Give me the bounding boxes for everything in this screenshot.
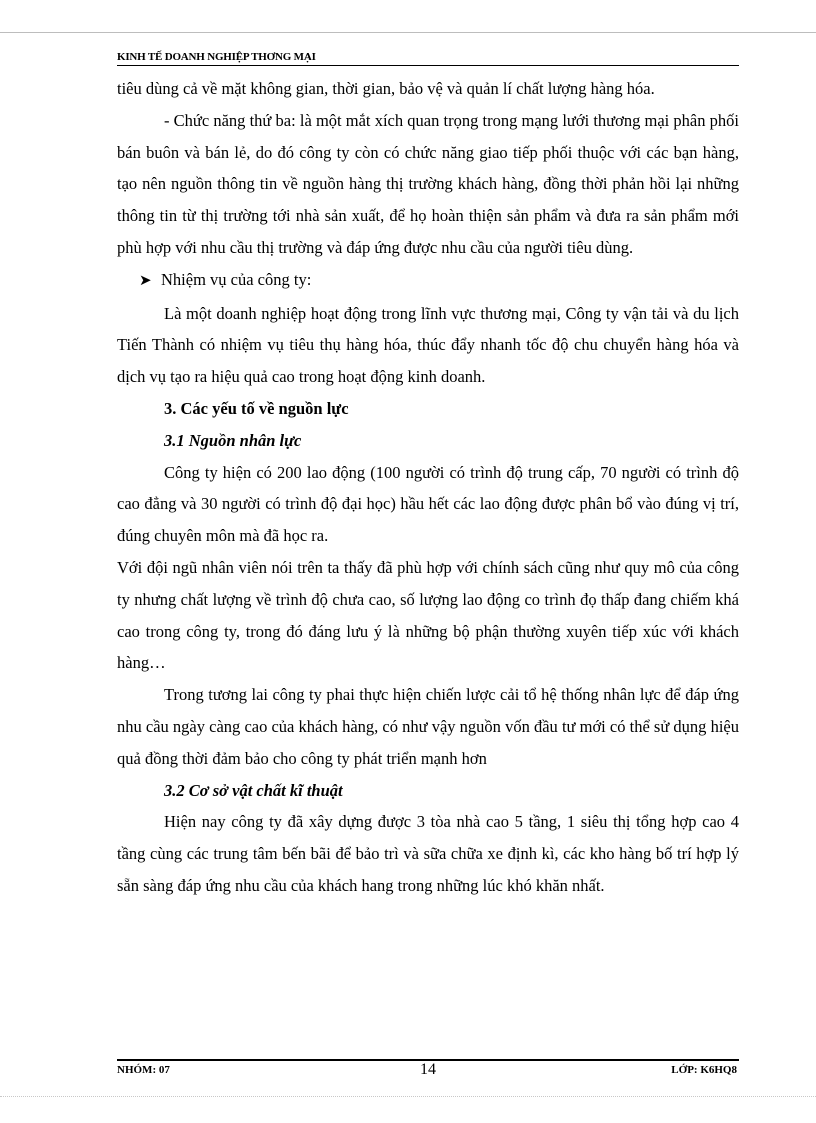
page-top-rule — [0, 32, 816, 33]
paragraph: tiêu dùng cả về mặt không gian, thời gian, bảo vệ và quản lí chất lượng hàng hóa. — [117, 79, 655, 98]
bullet-item — [117, 264, 739, 298]
page-bottom-rule — [0, 1096, 816, 1097]
document-body — [117, 73, 739, 902]
subsection-heading: 3.1 Nguồn nhân lực — [164, 430, 302, 450]
subsection-heading: 3.2 Cơ sở vật chất kĩ thuật — [164, 780, 343, 800]
paragraph: Hiện nay công ty đã xây dựng được 3 tòa nhà cao 5 tầng, 1 siêu thị tổng hợp cao 4 tầng cùng các trung tâm bến bãi để bảo trì và sữa chữa xe định kì, các kho hàng bố trí hợp lý sẵn sàng đáp ứng nhu cầu của khách hang trong những lúc khó khăn nhất. — [117, 812, 739, 895]
section-heading: 3. Các yếu tố về nguồn lực — [164, 398, 349, 418]
paragraph: Là một doanh nghiệp hoạt động trong lĩnh vực thương mại, Công ty vận tải và du lịch Tiến Thành có nhiệm vụ tiêu thụ hàng hóa, thúc đẩy nhanh tốc độ chu chuyển hàng hóa và dịch vụ tạo ra hiệu quả cao trong hoạt động kinh doanh. — [117, 303, 739, 387]
paragraph: Công ty hiện có 200 lao động (100 người có trình độ trung cấp, 70 người có trình độ cao đẳng và 30 người có trình độ đại học) hầu hết các lao động được phân bổ vào đúng vị trí, đúng chuyên môn mà đã học ra. — [117, 462, 739, 546]
footer-group: NHÓM: 07 — [117, 1064, 170, 1076]
paragraph: Với đội ngũ nhân viên nói trên ta thấy đã phù hợp với chính sách cũng như quy mô của công ty nhưng chất lượng về trình độ chưa cao, số lượng lao động co trình đọ thấp đang chiếm khá cao trong công ty, trong đó đáng lưu ý là những bộ phận thường xuyên tiếp xúc với khách hàng… — [117, 557, 739, 673]
page-number: 14 — [420, 1061, 436, 1078]
paragraph: - Chức năng thứ ba: là một mắt xích quan trọng trong mạng lưới thương mại phân phối bán buôn và bán lẻ, do đó công ty còn có chức năng giao tiếp phối thuộc với các bạn hàng, tạo nên nguồn thông tin về nguồn hàng thị trường khách hàng, đồng thời phản hồi lại những thông tin từ thị trường tới nhà sản xuất, để họ hoàn thiện sản phẩm và đưa ra sản phẩm mới phù hợp với nhu cầu thị trường và đáp ứng được nhu cầu của người tiêu dùng. — [117, 110, 739, 257]
bullet-text: Nhiệm vụ của công ty: — [161, 269, 312, 289]
running-header: KINH TẾ DOANH NGHIỆP THƠNG MẠI — [117, 50, 739, 66]
paragraph: Trong tương lai công ty phai thực hiện chiến lược cải tổ hệ thống nhân lực để đáp ứng nhu cầu ngày càng cao của khách hàng, có như vậy nguồn vốn đầu tư mới có thể sử dụng hiệu quả đồng thời đảm bảo cho công ty phát triển mạnh hơn — [117, 685, 739, 768]
footer-class: LỚP: K6HQ8 — [671, 1064, 737, 1076]
arrow-bullet-icon: ➤ — [139, 272, 152, 289]
